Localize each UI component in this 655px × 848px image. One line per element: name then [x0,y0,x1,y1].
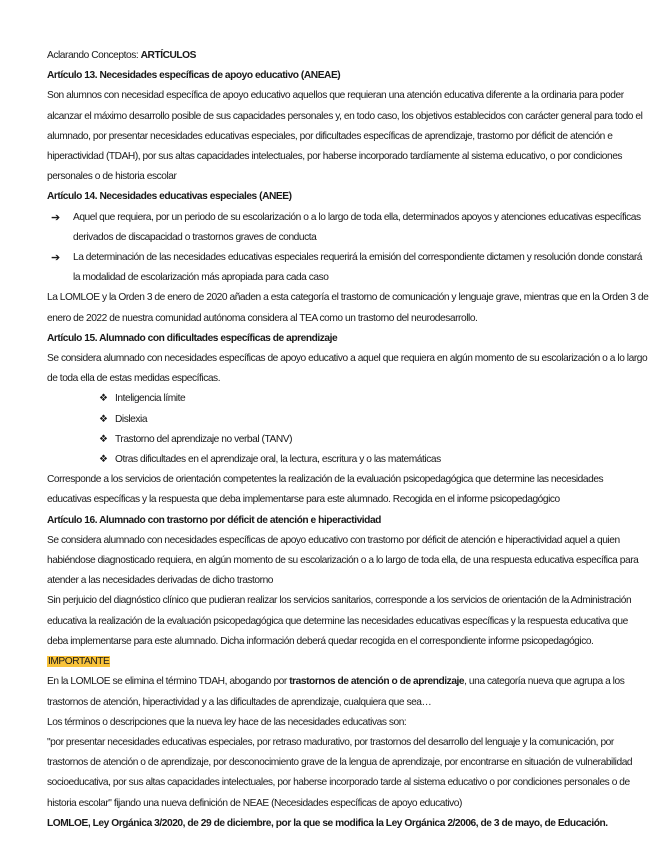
art15-item-label: Dislexia [115,413,148,425]
art14-bullet-line: la modalidad de escolarización más apropiada para cada caso [73,272,329,284]
art13-heading: Artículo 13. Necesidades específicas de apoyo educativo (ANEAE) [47,70,341,82]
art15-heading: Artículo 15. Alumnado con dificultades específicas de aprendizaje [47,332,338,344]
document-page [47,46,649,834]
art14-bullet [47,208,641,248]
important-line: "por presentar necesidades educativas especiales, por retraso madurativo, por trastornos del desarrollo del lenguaje y la comunicación, por [47,736,614,748]
art16-line: habiéndose diagnosticado requiera, en algún momento de su escolarización o a lo largo de toda ella, de una respuesta educativa específica para [47,555,639,567]
arrow-icon: ➔ [51,211,60,224]
diamond-bullet-icon: ❖ [99,393,108,405]
art16-line: Sin perjuicio del diagnóstico clínico que pudieran realizar los servicios sanitarios, corresponde a los servicios de orientación de la Administración [47,595,632,607]
art16-heading: Artículo 16. Alumnado con trastorno por déficit de atención e hiperactividad [47,514,381,526]
art14-bullet-line: Aquel que requiera, por un periodo de su escolarización o a lo largo de toda ella, determinados apoyos y atenciones educativas específicas [73,211,641,223]
art15-after-line: educativas específicas y la respuesta que deba implementarse para este alumnado. Recogida en el informe psicopedagógico [47,494,560,506]
diamond-bullet-icon: ❖ [99,413,108,425]
art15-line: de toda ella de estas medidas específicas. [47,373,221,385]
art15-item [47,450,625,470]
art15-line: Se considera alumnado con necesidades específicas de apoyo educativo a aquel que requiera en algún momento de su escolarización o a lo largo [47,353,648,365]
art16-line: atender a las necesidades derivadas de dicho trastorno [47,575,274,587]
important-label: IMPORTANTE [48,656,110,668]
art15-after-line: Corresponde a los servicios de orientación competentes la realización de la evaluación psicopedagógica que determine las necesidades [47,474,604,486]
art14-bullet [47,248,642,288]
important-text: En la LOMLOE se elimina el término TDAH, abogando por [47,676,290,688]
art15-item [47,410,625,430]
art15-item [47,389,625,409]
important-row [47,652,625,672]
art14-heading: Artículo 14. Necesidades educativas especiales (ANEE) [47,191,292,203]
art15-item-label: Inteligencia límite [115,393,186,405]
important-text: , una categoría nueva que agrupa a los [464,676,625,688]
art16-line: Se considera alumnado con necesidades específicas de apoyo educativo con trastorno por déficit de atención e hiperactividad aquel a quien [47,534,620,546]
title-prefix: Aclarando Conceptos: [47,50,141,61]
art13-line: alcanzar el máximo desarrollo posible de sus capacidades personales y, en todo caso, los objetivos establecidos con carácter general para todo el [47,110,643,122]
art14-bullet-line: derivados de discapacidad o trastornos graves de conducta [73,231,317,243]
important-line: Los términos o descripciones que la nueva ley hace de las necesidades educativas son: [47,716,407,728]
important-line: trastornos de atención o de aprendizaje, por desconocimiento grave de la lengua de aprendizaje, por encontrarse en situación de vulnerabilidad [47,757,633,769]
lomloe-line: enero de 2022 de nuestra comunidad autónoma considera al TEA como un trastorno del neurodesarrollo. [47,312,478,324]
important-bold-text: trastornos de atención o de aprendizaje [289,676,465,688]
art16-line: deba implementarse para este alumnado. Dicha información deberá quedar recogida en el correspondiente informe psicopedagógico. [47,635,594,647]
lomloe-line: La LOMLOE y la Orden 3 de enero de 2020 añaden a esta categoría el trastorno de comunicación y lenguaje grave, mientras que en la Orden 3 de [47,292,649,304]
diamond-bullet-icon: ❖ [99,454,108,466]
important-line [47,672,625,692]
art13-line: hiperactividad (TDAH), por sus altas capacidades intelectuales, por haberse incorporado tardíamente al sistema educativo, o por condiciones [47,151,623,163]
art15-item-label: Trastorno del aprendizaje no verbal (TANV) [115,433,293,445]
art14-bullet-line: La determinación de las necesidades educativas especiales requerirá la emisión del correspondiente dictamen y resolución donde constará [73,252,642,264]
doc-title [47,46,625,66]
art15-item [47,430,625,450]
important-line: historia escolar" fijando una nueva definición de NEAE (Necesidades específicas de apoyo educativo) [47,797,462,809]
art13-line: personales o de historia escolar [47,171,177,183]
final-reference: LOMLOE, Ley Orgánica 3/2020, de 29 de diciembre, por la que se modifica la Ley Orgánica 2/2006, de 3 de mayo, de Educación. [47,817,608,829]
title-strong: ARTÍCULOS [140,50,196,61]
arrow-icon: ➔ [51,252,60,265]
diamond-bullet-icon: ❖ [99,433,108,445]
art13-line: alumnado, por presentar necesidades educativas especiales, por dificultades específicas de aprendizaje, trastorno por déficit de atención e [47,130,613,142]
art15-item-label: Otras dificultades en el aprendizaje oral, la lectura, escritura y o las matemáticas [115,454,441,466]
art13-line: Son alumnos con necesidad específica de apoyo educativo aquellos que requieran una atención educativa diferente a la ordinaria para poder [47,90,624,102]
important-line: socioeducativa, por sus altas capacidades intelectuales, por haberse incorporado tarde al sistema educativo o por condiciones personales o de [47,777,630,789]
important-line: trastornos de atención, hiperactividad y a las dificultades de aprendizaje, cualquiera que sea… [47,696,432,708]
art16-line: educativa la realización de la evaluación psicopedagógica que determine las necesidades educativas específicas y la respuesta educativa que [47,615,628,627]
